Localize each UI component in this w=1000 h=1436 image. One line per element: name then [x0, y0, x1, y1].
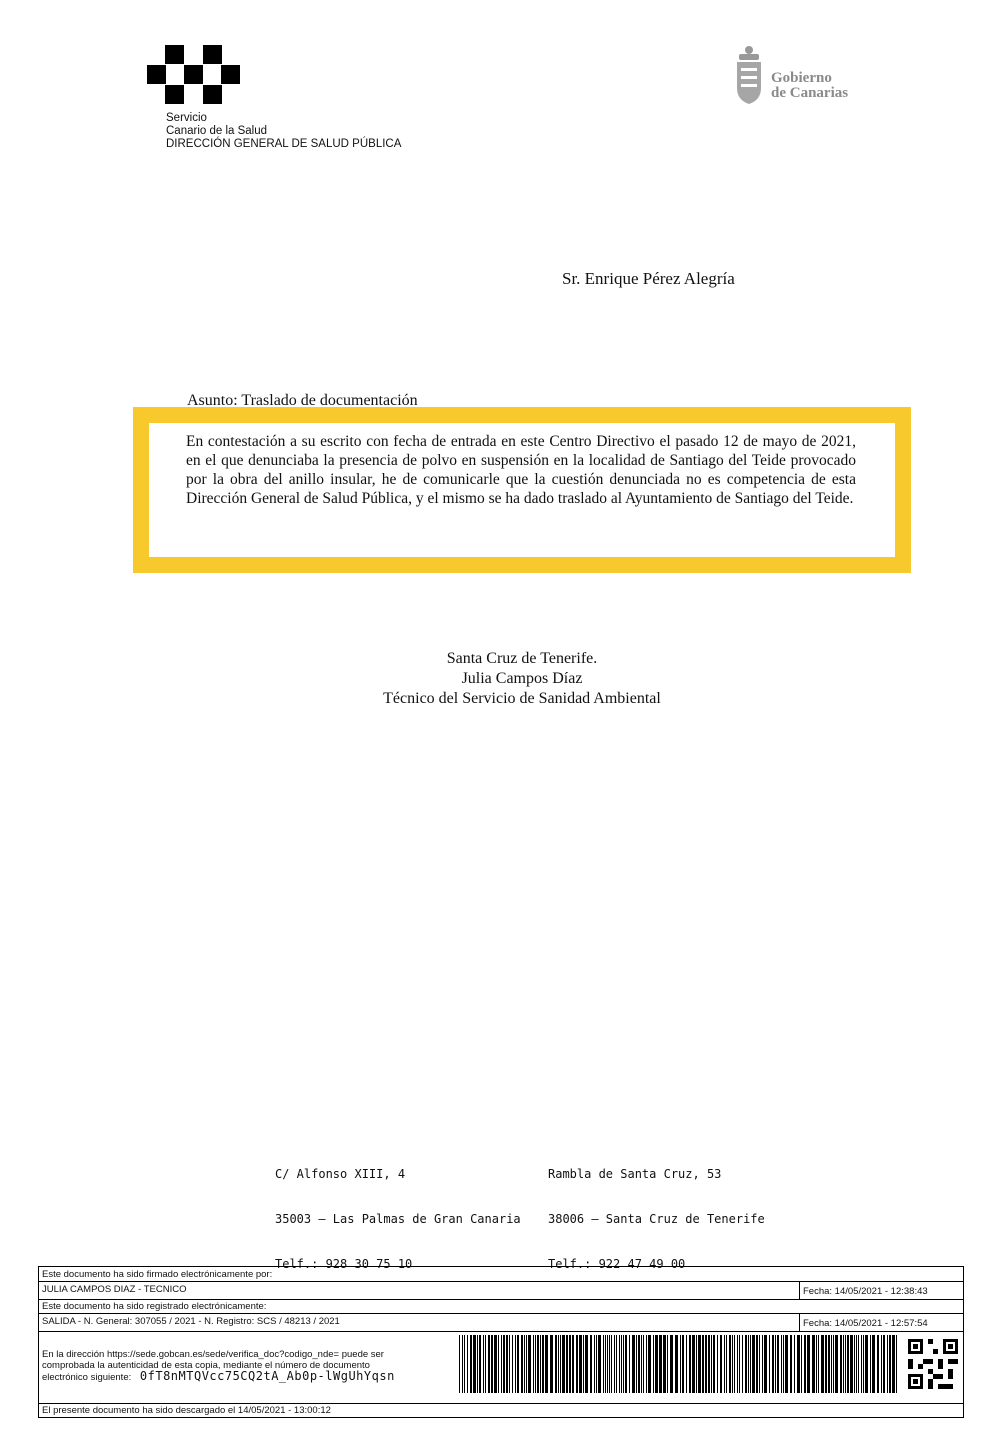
signature-block — [322, 649, 722, 709]
address-phone: Telf.: 928 30 75 10 — [275, 1257, 413, 1271]
scs-logo — [147, 45, 242, 105]
address-las-palmas — [275, 1137, 521, 1287]
verify-line-1: En la dirección https://sede.gobcan.es/sede/verifica_doc?codigo_nde= puede ser — [42, 1349, 384, 1360]
address-santa-cruz — [548, 1137, 765, 1287]
address-street: C/ Alfonso XIII, 4 — [275, 1167, 406, 1181]
signed-date: Fecha: 14/05/2021 - 12:38:43 — [799, 1281, 965, 1299]
gov-logo-line-2: de Canarias — [771, 85, 849, 101]
signature-title: Técnico del Servicio de Sanidad Ambiental — [383, 690, 661, 707]
body-paragraph: En contestación a su escrito con fecha de entrada en este Centro Directivo el pasado 12 de mayo de 2021, en el que denunciaba la presencia de polvo en suspensión en la localidad de Santiago del Teide provocado por la obra del anillo insular, he de comunicarle que la cuestión denunciada no es competencia de esta Dirección General de Salud Pública, y el mismo se ha dado traslado al Ayuntamiento de Santiago del Teide. — [186, 433, 856, 507]
verify-line-2: comprobada la autenticidad de esta copia, mediante el número de documento — [42, 1360, 370, 1371]
address-phone: Telf.: 922 47 49 00 — [548, 1257, 686, 1271]
gobierno-canarias-logo — [733, 44, 873, 106]
coat-of-arms-icon — [733, 44, 765, 106]
address-street: Rambla de Santa Cruz, 53 — [548, 1167, 722, 1181]
registry: SALIDA - N. General: 307055 / 2021 - N. Registro: SCS / 48213 / 2021 — [42, 1316, 340, 1327]
gov-logo-line-1: Gobierno — [771, 70, 832, 86]
address-city: 35003 – Las Palmas de Gran Canaria — [275, 1212, 521, 1226]
document-code: 0fT8nMTQVcc75CQ2tA_Ab0p-lWgUhYqsn — [139, 1369, 395, 1383]
verify-line-3: electrónico siguiente: — [42, 1372, 132, 1383]
downloaded-note: El presente documento ha sido descargado el 14/05/2021 - 13:00:12 — [42, 1405, 331, 1416]
subject: Asunto: Traslado de documentación — [187, 392, 418, 409]
verify-text — [39, 1349, 463, 1383]
qr-code-icon — [908, 1339, 958, 1389]
signer: JULIA CAMPOS DIAZ - TECNICO — [42, 1284, 187, 1295]
recipient: Sr. Enrique Pérez Alegría — [562, 269, 735, 288]
barcode-icon — [459, 1335, 899, 1393]
signature-place: Santa Cruz de Tenerife. — [446, 650, 598, 667]
registry-date: Fecha: 14/05/2021 - 12:57:54 — [799, 1313, 965, 1331]
org-line-3: DIRECCIÓN GENERAL DE SALUD PÚBLICA — [166, 138, 402, 150]
address-city: 38006 – Santa Cruz de Tenerife — [548, 1212, 765, 1226]
verification-table — [38, 1266, 964, 1418]
signed-label: Este documento ha sido firmado electrónicamente por: — [42, 1269, 273, 1280]
org-line-1: Servicio — [166, 112, 207, 124]
org-name — [166, 112, 401, 151]
org-line-2: Canario de la Salud — [166, 125, 268, 137]
registered-label: Este documento ha sido registrado electrónicamente: — [42, 1301, 267, 1312]
signature-name: Julia Campos Díaz — [461, 670, 583, 687]
